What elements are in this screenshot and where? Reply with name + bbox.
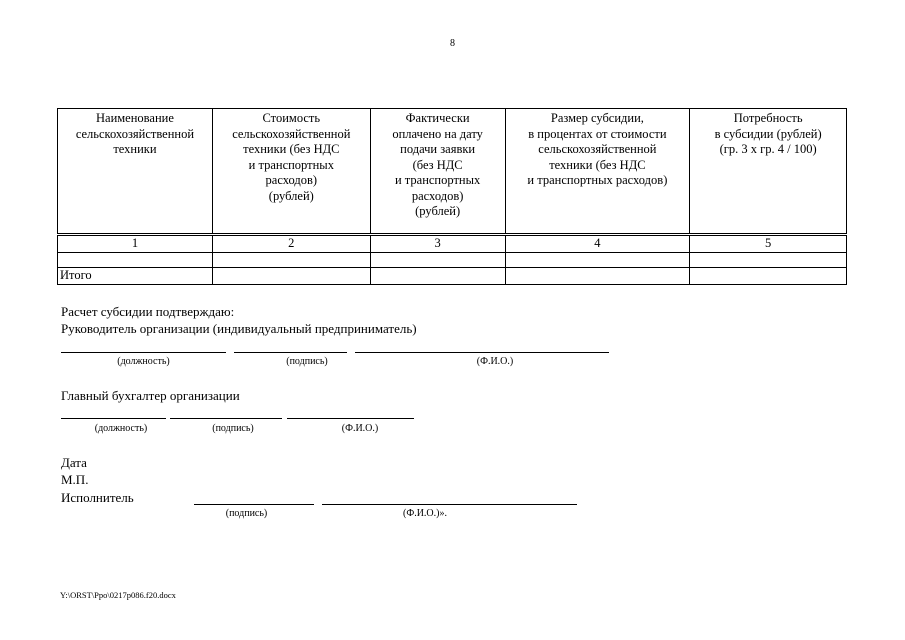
total-label: Итого [58,268,213,285]
executor-label: Исполнитель [61,490,134,505]
table-cell [212,268,370,285]
column-number: 3 [370,236,505,253]
date-label: Дата [61,455,87,470]
header-subsidy-need: Потребность в субсидии (рублей) (гр. 3 х гр. 4 / 100) [690,109,847,234]
header-machinery-cost: Стоимость сельскохозяйственной техники (без НДС и транспортных расходов) (рублей) [212,109,370,234]
table-cell [58,253,213,268]
header-machinery-name: Наименование сельскохозяйственной техники [58,109,213,234]
column-numbers-row [58,236,847,253]
column-number: 2 [212,236,370,253]
file-path-footer: Y:\ORST\Ppo\0217p086.f20.docx [60,590,176,600]
executor-signature-line [194,504,314,505]
executor-signature-caption: (подпись) [225,508,268,519]
chief-accountant-label: Главный бухгалтер организации [61,388,240,403]
page-number: 8 [450,38,455,49]
table-row-empty [58,253,847,268]
full-name-caption: (Ф.И.О.) [476,356,514,367]
table-cell [370,253,505,268]
column-number: 4 [505,236,690,253]
position-caption: (должность) [117,356,170,367]
table-cell [370,268,505,285]
table-cell [505,268,690,285]
column-number: 5 [690,236,847,253]
head-of-organization-label: Руководитель организации (индивидуальный предприниматель) [61,321,417,336]
table-row-total [58,268,847,285]
accountant-signature-caption: (подпись) [212,423,254,434]
accountant-position-line [61,418,166,419]
table-cell [690,253,847,268]
confirm-heading: Расчет субсидии подтверждаю: [61,304,235,319]
accountant-full-name-line [287,418,414,419]
table-cell [212,253,370,268]
full-name-line [355,352,609,353]
accountant-signature-line [170,418,282,419]
signature-caption: (подпись) [286,356,328,367]
accountant-position-caption: (должность) [94,423,148,434]
header-subsidy-percent: Размер субсидии, в процентах от стоимости сельскохозяйственной техники (без НДС и транспортных расходов) [505,109,690,234]
accountant-full-name-caption: (Ф.И.О.) [341,423,379,434]
signature-line [234,352,347,353]
table-cell [690,268,847,285]
executor-full-name-line [322,504,577,505]
seal-label: М.П. [61,472,89,487]
position-signature-line [61,352,226,353]
header-actually-paid: Фактически оплачено на дату подачи заявки (без НДС и транспортных расходов) (рублей) [370,109,505,234]
table-header-row [58,109,847,234]
column-number: 1 [58,236,213,253]
table-cell [505,253,690,268]
executor-full-name-caption: (Ф.И.О.)». [402,508,447,519]
subsidy-table [57,108,847,285]
